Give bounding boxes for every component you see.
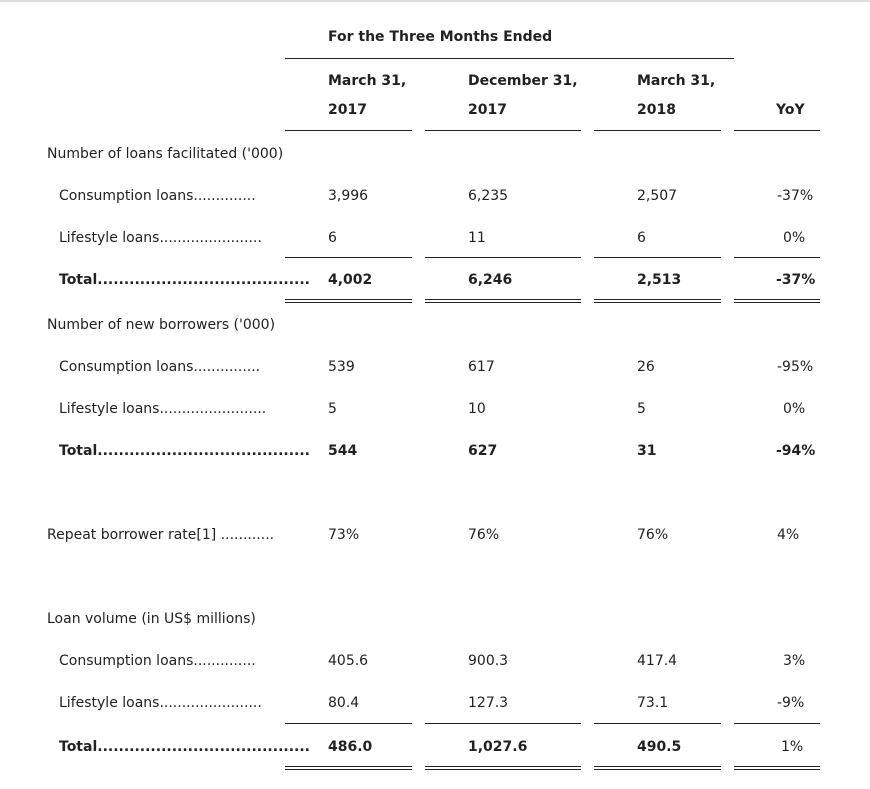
cell-mar-2017: 80.4 [328, 695, 360, 711]
cell-yoy: -37% [776, 272, 816, 288]
col2-header-rule [425, 130, 581, 131]
subtotal-rule [425, 257, 581, 258]
total-double-rule [594, 299, 721, 303]
cell-yoy: 4% [777, 527, 800, 543]
cell-mar-2018: 2,507 [637, 188, 678, 204]
row-label: Consumption loans.............. [59, 653, 256, 669]
subtotal-rule [734, 723, 820, 724]
col1-header-line2: 2017 [328, 102, 367, 118]
cell-mar-2017: 4,002 [328, 272, 373, 288]
subtotal-rule [594, 257, 721, 258]
cell-dec-2017: 617 [468, 359, 495, 375]
total-double-rule [594, 766, 721, 770]
cell-yoy: 1% [781, 739, 804, 755]
col1-header-rule [285, 130, 412, 131]
cell-yoy: 3% [783, 653, 806, 669]
cell-dec-2017: 10 [468, 401, 486, 417]
cell-mar-2018: 31 [637, 443, 657, 459]
col2-header-line1: December 31, [468, 73, 578, 89]
cell-mar-2018: 2,513 [637, 272, 682, 288]
cell-dec-2017: 76% [468, 527, 500, 543]
total-double-rule [285, 766, 412, 770]
cell-mar-2018: 26 [637, 359, 655, 375]
col2-header-line2: 2017 [468, 102, 507, 118]
cell-mar-2018: 490.5 [637, 739, 682, 755]
subtotal-rule [425, 723, 581, 724]
cell-mar-2017: 73% [328, 527, 360, 543]
cell-dec-2017: 6,246 [468, 272, 513, 288]
subtotal-rule [594, 723, 721, 724]
row-label: Repeat borrower rate[1] ............ [47, 527, 275, 543]
total-double-rule [285, 299, 412, 303]
cell-dec-2017: 6,235 [468, 188, 509, 204]
cell-mar-2018: 6 [637, 230, 646, 246]
total-double-rule [425, 299, 581, 303]
borrowers-section-title: Number of new borrowers ('000) [47, 317, 276, 333]
cell-dec-2017: 127.3 [468, 695, 509, 711]
cell-yoy: 0% [783, 401, 806, 417]
subtotal-rule [285, 257, 412, 258]
row-label: Total........................................ [59, 272, 310, 288]
period-title: For the Three Months Ended [328, 29, 553, 45]
period-title-rule [285, 58, 734, 59]
cell-mar-2017: 539 [328, 359, 355, 375]
row-label: Consumption loans.............. [59, 188, 256, 204]
cell-mar-2018: 73.1 [637, 695, 669, 711]
cell-mar-2017: 544 [328, 443, 358, 459]
cell-mar-2017: 6 [328, 230, 337, 246]
volume-section-title: Loan volume (in US$ millions) [47, 611, 256, 627]
yoy-header: YoY [776, 102, 805, 118]
col3-header-line2: 2018 [637, 102, 676, 118]
cell-mar-2017: 3,996 [328, 188, 369, 204]
cell-mar-2018: 5 [637, 401, 646, 417]
cell-dec-2017: 900.3 [468, 653, 509, 669]
cell-yoy: -95% [777, 359, 814, 375]
yoy-header-rule [734, 130, 820, 131]
cell-yoy: -94% [776, 443, 816, 459]
subtotal-rule [734, 257, 820, 258]
loans-section-title: Number of loans facilitated ('000) [47, 146, 284, 162]
total-double-rule [425, 766, 581, 770]
row-label: Lifestyle loans........................ [59, 401, 267, 417]
cell-mar-2017: 486.0 [328, 739, 373, 755]
col1-header-line1: March 31, [328, 73, 407, 89]
subtotal-rule [285, 723, 412, 724]
top-border [0, 0, 870, 2]
row-label: Total........................................ [59, 739, 310, 755]
cell-yoy: -9% [777, 695, 805, 711]
cell-yoy: -37% [777, 188, 814, 204]
col3-header-line1: March 31, [637, 73, 716, 89]
row-label: Lifestyle loans....................... [59, 695, 262, 711]
cell-mar-2018: 76% [637, 527, 669, 543]
cell-yoy: 0% [783, 230, 806, 246]
col3-header-rule [594, 130, 721, 131]
row-label: Total........................................ [59, 443, 310, 459]
row-label: Lifestyle loans....................... [59, 230, 262, 246]
cell-dec-2017: 11 [468, 230, 486, 246]
row-label: Consumption loans............... [59, 359, 261, 375]
cell-dec-2017: 1,027.6 [468, 739, 528, 755]
cell-mar-2018: 417.4 [637, 653, 678, 669]
cell-dec-2017: 627 [468, 443, 498, 459]
total-double-rule [734, 299, 820, 303]
cell-mar-2017: 5 [328, 401, 337, 417]
cell-mar-2017: 405.6 [328, 653, 369, 669]
total-double-rule [734, 766, 820, 770]
